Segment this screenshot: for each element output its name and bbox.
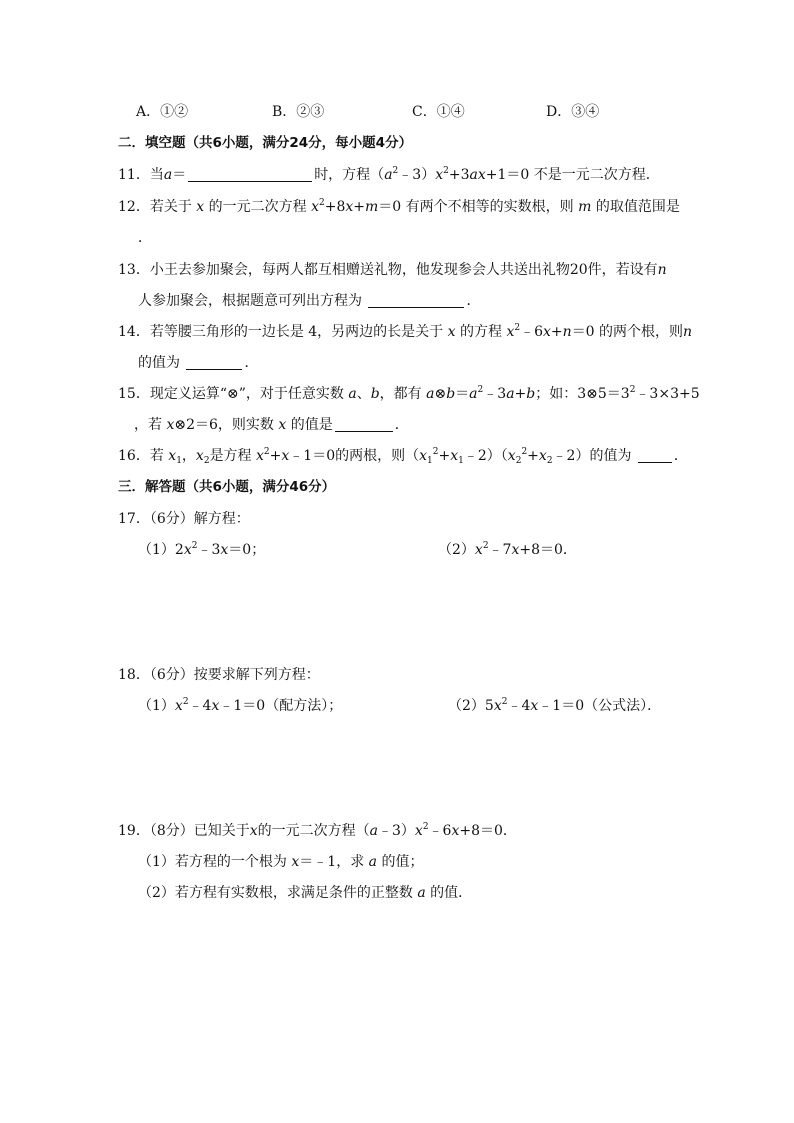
question-14: 14．若等腰三角形的一边长是 4，另两边的长是关于 x 的方程 $x^2﹣6x+n=0$ 的两个根，则n: [118, 323, 693, 340]
question-19-part1: （1）若方程的一个根为 x＝﹣1，求 a 的值；: [138, 854, 424, 870]
answer-blank: [186, 355, 242, 370]
question-11: 11．当a＝ 时，方程$(a^2﹣3)x^2+3ax+1=0$ 不是一元二次方程．: [118, 166, 660, 183]
answer-blank: [368, 293, 464, 308]
option-b: B．②③: [272, 104, 325, 120]
question-12: 12．若关于 x 的一元二次方程 $x^2+8x+m=0$ 有两个不相等的实数根，则 m 的取值范围是: [118, 198, 680, 215]
section-fill-blank-title: 二．填空题（共6小题，满分24分，每小题4分）: [118, 135, 413, 151]
question-14-line2: 的值为 ．: [138, 355, 259, 371]
question-18-part2: $(2)5x^2﹣4x﹣1=0$（公式法）．: [448, 697, 662, 714]
question-12-end: ．: [138, 230, 152, 246]
answer-blank: [188, 167, 312, 182]
question-13-line2: 人参加聚会，根据题意可列出方程为 ．: [138, 293, 481, 309]
question-17-part2: $(2)x^2﹣7x+8=0$．: [438, 541, 577, 558]
question-15-line2: ，若 x⊗2＝6，则实数 x 的值是 ．: [134, 417, 409, 433]
option-c: C．①④: [412, 104, 465, 120]
question-19-part2: （2）若方程有实数根，求满足条件的正整数 a 的值．: [138, 885, 473, 901]
question-19: 19．（8分）已知关于x的一元二次方程$(a﹣3)x^2﹣6x+8=0$．: [118, 822, 517, 839]
option-d: D．③④: [546, 104, 600, 120]
question-18-part1: $(1)x^2﹣4x﹣1=0$（配方法）；: [138, 697, 343, 714]
option-a: A．①②: [136, 104, 189, 120]
question-18: 18．（6分）按要求解下列方程：: [118, 667, 320, 683]
answer-blank: [638, 448, 672, 463]
question-13: 13．小王去参加聚会，每两人都互相赠送礼物，他发现参会人共送出礼物20件，若设有n: [118, 262, 667, 278]
question-17-part1: $(1)2x^2﹣3x=0$；: [138, 541, 266, 558]
question-16: 16．若 $x_1$，$x_2$是方程 $x^2+x﹣1=0$的两根，则$(x_1^2+x_1﹣2)(x_2^2+x_2﹣2)$的值为 ．: [118, 447, 688, 466]
section-answer-title: 三．解答题（共6小题，满分46分）: [118, 479, 336, 495]
answer-blank: [335, 417, 393, 432]
question-15: 15．现定义运算“⊗”，对于任意实数 a、b，都有 $a\otimes b=a^2﹣3a+b$；如：$3\otimes 5=3^2﹣3\times 3+5$: [118, 385, 700, 402]
question-17: 17．（6分）解方程：: [118, 511, 250, 527]
